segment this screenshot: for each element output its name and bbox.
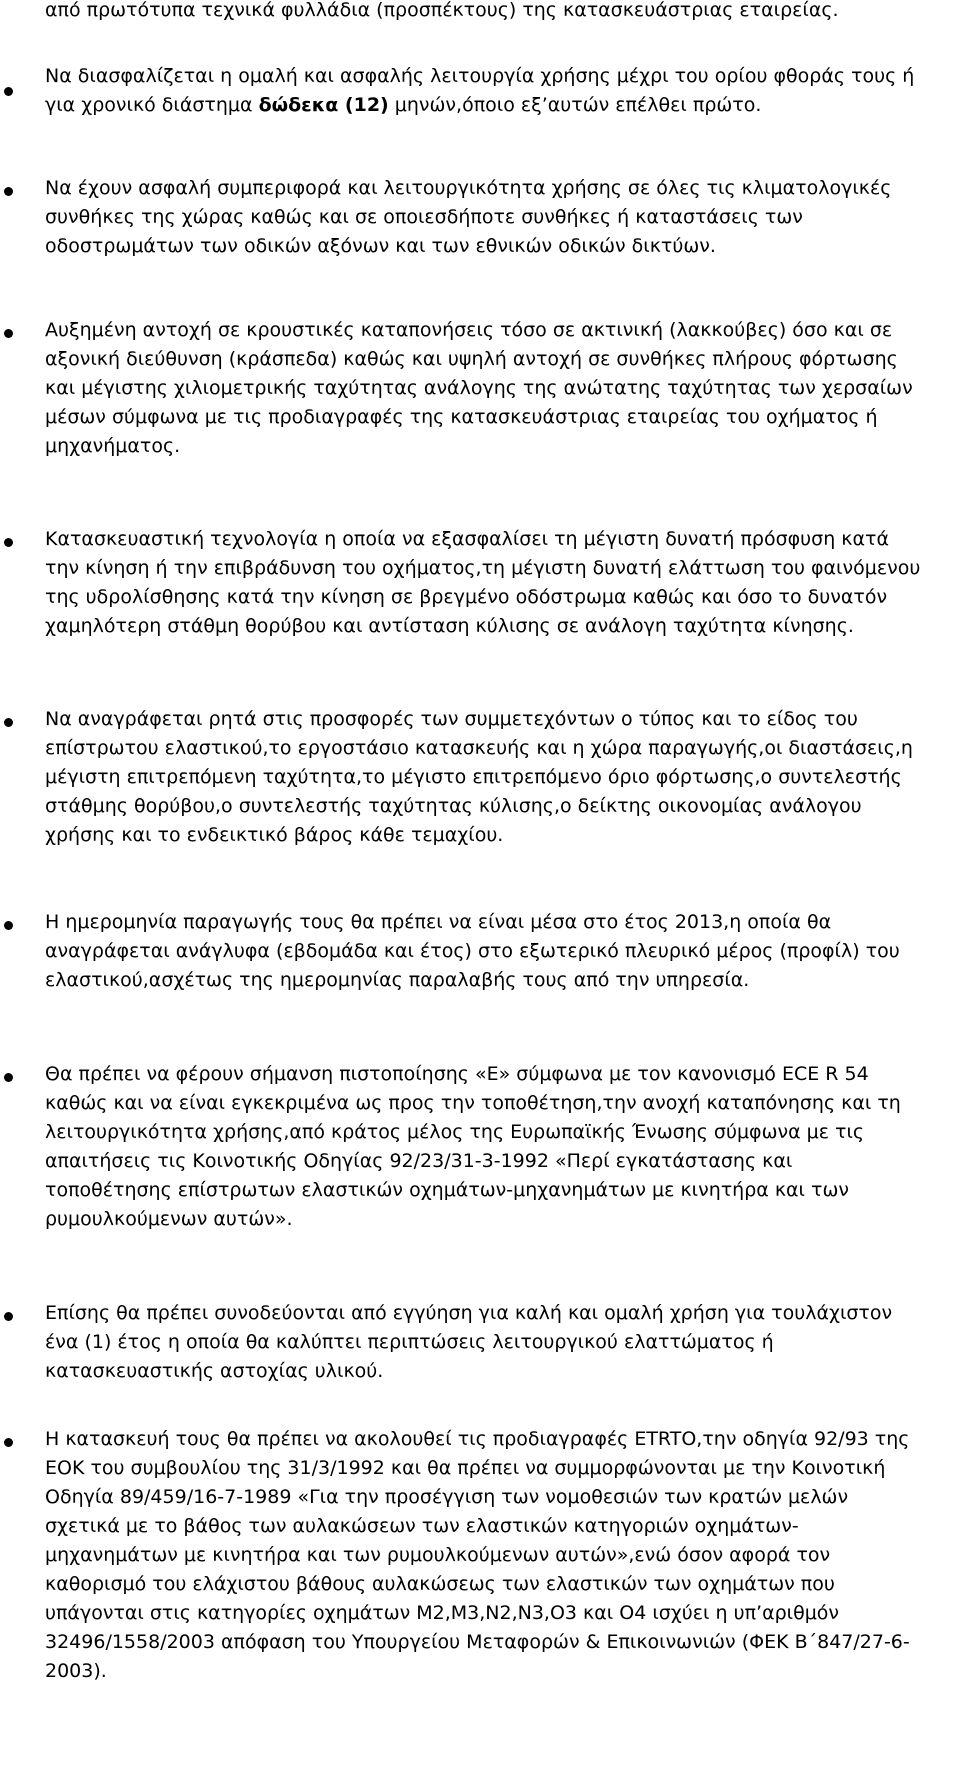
bullet-icon: [4, 187, 13, 196]
list-item-text: Να αναγράφεται ρητά στις προσφορές των συμμετεχόντων ο τύπος και το είδος του επίστρωτου ελαστικού,το εργοστάσιο κατασκευής και η χώρα παραγωγής,οι διαστάσεις,η μέγιστη επιτρεπόμενη ταχύτητα,το μέγιστο επιτρεπόμενο όριο φόρτωσης,ο συντελεστής στάθμης θορύβου,ο συντελεστής ταχύτητας κύλισης,ο δείκτης οικονομίας ανάλογου χρήσης και το ενδεικτικό βάρος κάθε τεμαχίου.: [45, 708, 913, 846]
bullet-icon: [4, 921, 13, 930]
list-item-text: Κατασκευαστική τεχνολογία η οποία να εξασφαλίσει τη μέγιστη δυνατή πρόσφυση κατά την κίνηση ή την επιβράδυνση του οχήματος,τη μέγιστη δυνατή ελάττωση του φαινόμενου της υδρολίσθησης κατά την κίνηση σε βρεγμένο οδόστρωμα καθώς και όσο το δυνατόν χαμηλότερη στάθμη θορύβου και αντίσταση κύλισης σε ανάλογη ταχύτητα κίνησης.: [45, 528, 921, 637]
list-item-text: Αυξημένη αντοχή σε κρουστικές καταπονήσεις τόσο σε ακτινική (λακκούβες) όσο και σε αξονική διεύθυνση (κράσπεδα) καθώς και υψηλή αντοχή σε συνθήκες πλήρους φόρτωσης και μέγιστης χιλιομετρικής ταχύτητας ανάλογης της ανώτατης ταχύτητας των χερσαίων μέσων σύμφωνα με τις προδιαγραφές της κατασκευάστριας εταιρείας του οχήματος ή μηχανήματος.: [45, 319, 913, 457]
bullet-icon: [4, 329, 13, 338]
item-text-emphasis: δώδεκα (12): [258, 94, 389, 116]
bullet-icon: [4, 538, 13, 547]
list-item-text: Η κατασκευή τους θα πρέπει να ακολουθεί τις προδιαγραφές ETRTO,την οδηγία 92/93 της ΕΟΚ του συμβουλίου της 31/3/1992 και θα πρέπει να συμμορφώνονται με την Κοινοτική Οδηγία 89/459/16-7-1989 «Για την προσέγγιση των νομοθεσιών των κρατών μελών σχετικά με το βάθος των αυλακώσεων των ελαστικών κατηγοριών οχημάτων-μηχανημάτων με κινητήρα και των ρυμουλκούμενων αυτών»,ενώ όσον αφορά τον καθορισμό του ελάχιστου βάθους αυλακώσεως των ελαστικών των οχημάτων που υπάγονται στις κατηγορίες οχημάτων M2,M3,N2,N3,O3 και O4 ισχύει η υπ’αριθμόν 32496/1558/2003 απόφαση του Υπουργείου Μεταφορών & Επικοινωνιών (ΦΕΚ Β΄847/27-6-2003).: [45, 1428, 910, 1682]
list-item-text: Θα πρέπει να φέρουν σήμανση πιστοποίησης «E» σύμφωνα με τον κανονισμό ECE R 54 καθώς και να είναι εγκεκριμένα ως προς την τοποθέτηση,την ανοχή καταπόνησης και τη λειτουργικότητα χρήσης,από κράτος μέλος της Ευρωπαϊκής Ένωσης σύμφωνα με τις απαιτήσεις τις Κοινοτικής Οδηγίας 92/23/31-3-1992 «Περί εγκατάστασης και τοποθέτησης επίστρωτων ελαστικών οχημάτων-μηχανημάτων με κινητήρα και των ρυμουλκούμενων αυτών».: [45, 1063, 901, 1230]
intro-paragraph: από πρωτότυπα τεχνικά φυλλάδια (προσπέκτους) της κατασκευάστριας εταιρείας.: [45, 0, 839, 21]
list-item-text: [45, 62, 925, 120]
bullet-icon: [4, 87, 13, 96]
list-item-text: Επίσης θα πρέπει συνοδεύονται από εγγύηση για καλή και ομαλή χρήση για τουλάχιστον ένα (1) έτος η οποία θα καλύπτει περιπτώσεις λειτουργικού ελαττώματος ή κατασκευαστικής αστοχίας υλικού.: [45, 1302, 893, 1382]
bullet-icon: [4, 1073, 13, 1082]
list-item-text: Η ημερομηνία παραγωγής τους θα πρέπει να είναι μέσα στο έτος 2013,η οποία θα αναγράφεται ανάγλυφα (εβδομάδα και έτος) στο εξωτερικό πλευρικό μέρος (προφίλ) του ελαστικού,ασχέτως της ημερομηνίας παραλαβής τους από την υπηρεσία.: [45, 911, 900, 991]
bullet-icon: [4, 1438, 13, 1447]
bullet-icon: [4, 718, 13, 727]
item-text-end: μηνών,όποιο εξ’αυτών επέλθει πρώτο.: [388, 94, 762, 116]
bullet-icon: [4, 1312, 13, 1321]
list-item-text: Να έχουν ασφαλή συμπεριφορά και λειτουργικότητα χρήσης σε όλες τις κλιματολογικές συνθήκες της χώρας καθώς και σε οποιεσδήποτε συνθήκες ή καταστάσεις των οδοστρωμάτων των οδικών αξόνων και των εθνικών οδικών δικτύων.: [45, 177, 892, 257]
item-text-start: Να διασφαλίζεται η ομαλή και ασφαλής λειτουργία χρήσης μέχρι του ορίου φθοράς τους ή για χρονικό διάστημα: [45, 65, 915, 116]
